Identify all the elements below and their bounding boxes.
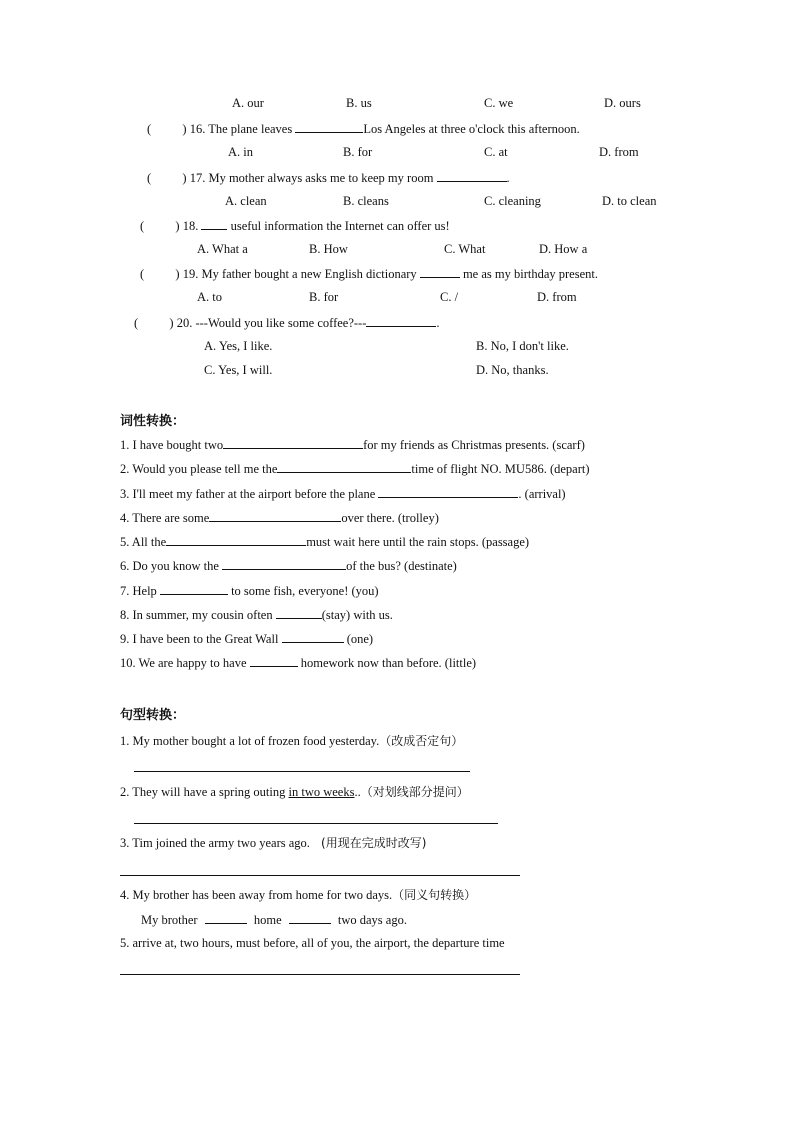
answer-blank[interactable]	[282, 631, 344, 643]
answer-blank[interactable]	[160, 583, 228, 595]
q19-option-b: B. for	[309, 290, 339, 304]
q15-option-c: C. we	[484, 96, 514, 110]
sentence-item-3	[120, 834, 426, 851]
word-form-item-5	[120, 534, 529, 550]
answer-line[interactable]	[134, 771, 470, 772]
sentence-item-4-fill	[141, 912, 407, 928]
item-text-post: of the bus? (destinate)	[346, 559, 457, 573]
answer-blank[interactable]	[277, 461, 411, 473]
answer-blank[interactable]	[223, 437, 363, 449]
question-text-post: Los Angeles at three o'clock this afternoon.	[363, 122, 580, 136]
item-text-post: over there. (trolley)	[341, 511, 439, 525]
answer-blank-2[interactable]	[289, 912, 331, 924]
q19-option-c: C. /	[440, 290, 459, 304]
sentence-item-1	[120, 732, 463, 749]
item-text: 2. Would you please tell me the	[120, 462, 278, 476]
q17-option-b: B. cleans	[343, 194, 389, 208]
question-text: 19. My father bought a new English dictionary	[182, 267, 417, 281]
underlined-phrase: in two weeks	[288, 785, 355, 799]
q19-option-a: A. to	[197, 290, 222, 304]
q18-option-d: D. How a	[539, 242, 588, 256]
answer-line[interactable]	[134, 823, 498, 824]
question-text-post: me as my birthday present.	[462, 267, 598, 281]
question-text-post: useful information the Internet can offer us!	[230, 219, 450, 233]
item-text: 6. Do you know the	[120, 559, 219, 573]
q15-option-d: D. ours	[604, 96, 641, 110]
item-text: 10. We are happy to have	[120, 656, 247, 670]
q19-option-d: D. from	[537, 290, 577, 304]
answer-blank[interactable]	[276, 607, 322, 619]
answer-paren[interactable]: ( )	[147, 171, 187, 185]
word-forms-heading: 词性转换：	[120, 414, 186, 429]
q18-option-c: C. What	[444, 242, 486, 256]
item-instruction: (用现在完成时改写)	[321, 836, 427, 850]
question-17	[147, 170, 510, 186]
answer-line[interactable]	[120, 875, 520, 876]
answer-paren[interactable]: ( )	[140, 267, 180, 281]
q17-option-c: C. cleaning	[484, 194, 541, 208]
answer-paren[interactable]: ( )	[134, 316, 174, 330]
answer-blank[interactable]	[209, 510, 341, 522]
q20-option-a: A. Yes, I like.	[204, 339, 273, 353]
item-text-post: (one)	[346, 632, 374, 646]
item-instruction: （改成否定句）	[379, 734, 464, 748]
fill-text-a: My brother	[141, 913, 198, 927]
item-text-post: time of flight NO. MU586. (depart)	[411, 462, 590, 476]
question-text: 20. ---Would you like some coffee?---	[176, 316, 367, 330]
question-20	[134, 315, 440, 331]
item-text-post: . (arrival)	[518, 487, 566, 501]
q16-option-b: B. for	[343, 145, 373, 159]
answer-blank-1[interactable]	[205, 912, 247, 924]
answer-blank[interactable]	[166, 534, 306, 546]
item-text: 3. Tim joined the army two years ago.	[120, 836, 310, 850]
question-text-post: .	[506, 171, 510, 185]
item-text: 4. There are some	[120, 511, 210, 525]
item-text: 8. In summer, my cousin often	[120, 608, 273, 622]
item-text-post: must wait here until the rain stops. (passage)	[306, 535, 530, 549]
answer-blank[interactable]	[201, 218, 227, 230]
item-text: 5. All the	[120, 535, 167, 549]
word-form-item-6	[120, 558, 457, 574]
word-form-item-3	[120, 486, 566, 502]
word-form-item-2	[120, 461, 590, 477]
item-instruction: （同义句转换）	[392, 888, 477, 902]
q18-option-b: B. How	[309, 242, 348, 256]
answer-paren[interactable]: ( )	[147, 122, 187, 136]
answer-blank[interactable]	[366, 315, 436, 327]
item-text: 5. arrive at, two hours, must before, all of you, the airport, the departure time	[120, 936, 505, 950]
question-text-post: .	[436, 316, 440, 330]
question-16	[147, 121, 580, 137]
item-text: 1. I have bought two	[120, 438, 224, 452]
word-form-item-10	[120, 655, 476, 671]
sentence-item-2	[120, 783, 469, 800]
word-form-item-8	[120, 607, 393, 623]
sentence-item-5	[120, 936, 505, 951]
answer-blank[interactable]	[378, 486, 518, 498]
item-text: 2. They will have a spring outing	[120, 785, 286, 799]
sentence-item-4	[120, 886, 476, 903]
item-text-post: homework now than before. (little)	[300, 656, 477, 670]
q20-option-d: D. No, thanks.	[476, 363, 549, 377]
item-text-post: (stay) with us.	[321, 608, 393, 622]
q18-option-a: A. What a	[197, 242, 248, 256]
q17-option-d: D. to clean	[602, 194, 657, 208]
answer-line[interactable]	[120, 974, 520, 975]
word-form-item-1	[120, 437, 585, 453]
question-text: 16. The plane leaves	[189, 122, 293, 136]
item-text-post: to some fish, everyone! (you)	[231, 584, 379, 598]
fill-text-c: two days ago.	[337, 913, 407, 927]
answer-blank[interactable]	[437, 170, 507, 182]
question-19	[140, 266, 598, 282]
answer-blank[interactable]	[420, 266, 460, 278]
sentence-patterns-heading: 句型转换：	[120, 708, 186, 723]
item-text-post: for my friends as Christmas presents. (scarf)	[363, 438, 585, 452]
q20-option-b: B. No, I don't like.	[476, 339, 569, 353]
q15-option-b: B. us	[346, 96, 372, 110]
q16-option-a: A. in	[228, 145, 253, 159]
question-18	[140, 218, 450, 234]
question-text: 18.	[182, 219, 199, 233]
fill-text-b: home	[253, 913, 282, 927]
answer-blank[interactable]	[250, 655, 298, 667]
item-instruction: （对划线部分提问）	[360, 785, 469, 799]
answer-blank[interactable]	[222, 558, 346, 570]
word-form-item-7	[120, 583, 379, 599]
answer-blank[interactable]	[295, 121, 363, 133]
item-text: 1. My mother bought a lot of frozen food yesterday.	[120, 734, 380, 748]
item-text: 7. Help	[120, 584, 157, 598]
item-text-post: ..	[354, 785, 361, 799]
item-text: 4. My brother has been away from home for two days.	[120, 888, 393, 902]
q16-option-c: C. at	[484, 145, 508, 159]
item-text: 9. I have been to the Great Wall	[120, 632, 279, 646]
word-form-item-9	[120, 631, 373, 647]
q15-option-a: A. our	[232, 96, 264, 110]
q20-option-c: C. Yes, I will.	[204, 363, 273, 377]
word-form-item-4	[120, 510, 439, 526]
q16-option-d: D. from	[599, 145, 639, 159]
q17-option-a: A. clean	[225, 194, 267, 208]
item-text: 3. I'll meet my father at the airport before the plane	[120, 487, 376, 501]
question-text: 17. My mother always asks me to keep my room	[189, 171, 434, 185]
answer-paren[interactable]: ( )	[140, 219, 180, 233]
